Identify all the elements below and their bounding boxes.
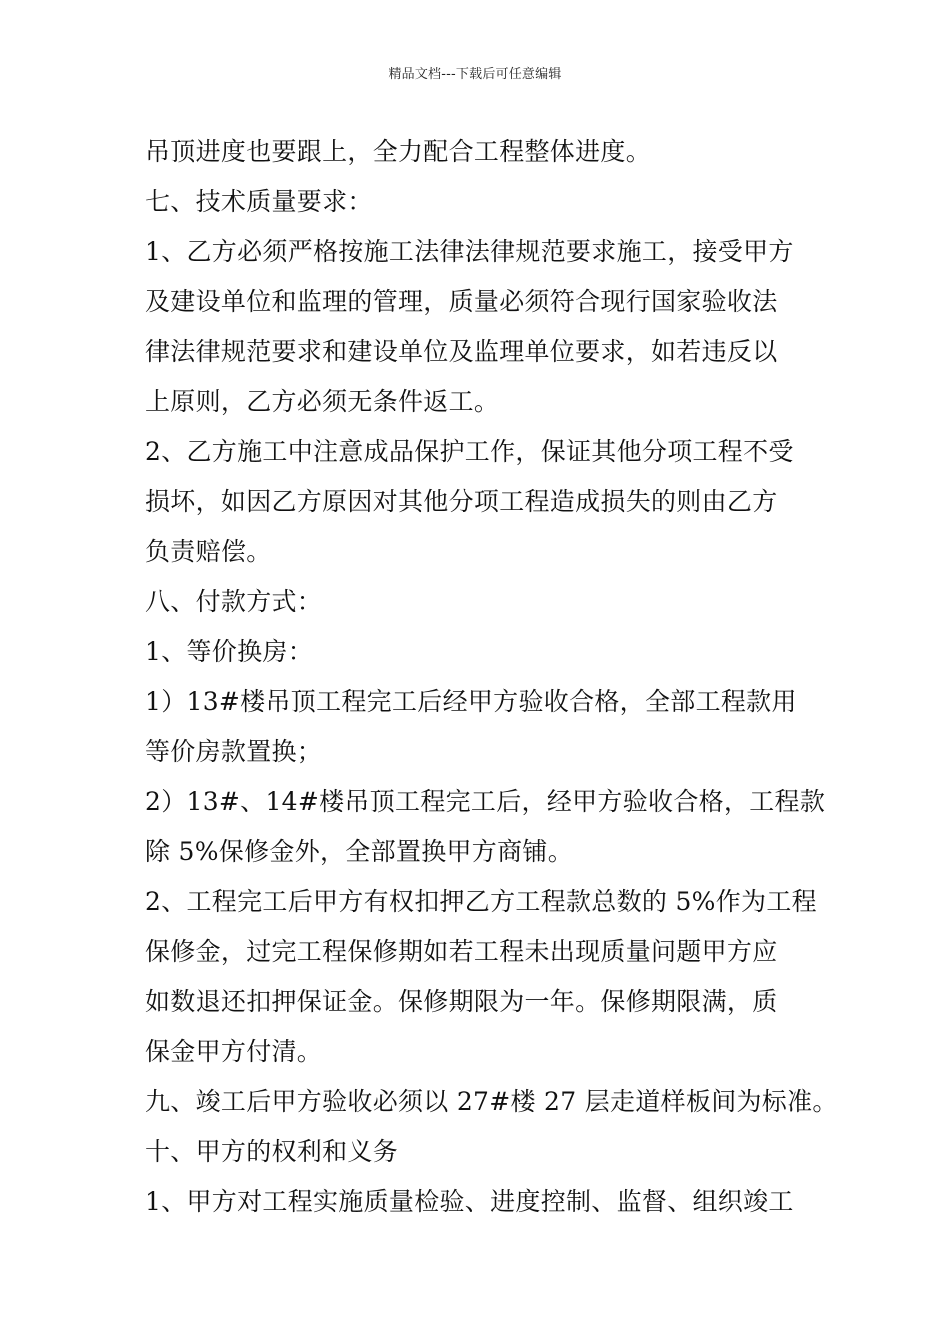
text-line: 1）13#楼吊顶工程完工后经甲方验收合格，全部工程款用 xyxy=(145,687,797,716)
text-line: 除 5%保修金外，全部置换甲方商铺。 xyxy=(145,837,574,866)
text-line: 负责赔偿。 xyxy=(145,537,272,566)
page-header: 精品文档---下载后可任意编辑 xyxy=(388,67,562,82)
text-line: 1、甲方对工程实施质量检验、进度控制、监督、组织竣工 xyxy=(145,1187,794,1216)
text-line: 等价房款置换； xyxy=(145,737,323,766)
text-line: 吊顶进度也要跟上，全力配合工程整体进度。 xyxy=(145,137,652,166)
text-line: 上原则，乙方必须无条件返工。 xyxy=(145,387,500,416)
section-heading-7: 七、技术质量要求： xyxy=(145,187,373,216)
text-line: 保修金，过完工程保修期如若工程未出现质量问题甲方应 xyxy=(145,937,778,966)
text-line: 保金甲方付清。 xyxy=(145,1037,323,1066)
section-heading-9: 九、竣工后甲方验收必须以 27#楼 27 层走道样板间为标准。 xyxy=(145,1087,838,1116)
text-line: 2、乙方施工中注意成品保护工作，保证其他分项工程不受 xyxy=(145,437,794,466)
text-line: 损坏，如因乙方原因对其他分项工程造成损失的则由乙方 xyxy=(145,487,778,516)
text-line: 律法律规范要求和建设单位及监理单位要求，如若违反以 xyxy=(145,337,778,366)
text-line: 2、工程完工后甲方有权扣押乙方工程款总数的 5%作为工程 xyxy=(145,887,817,916)
text-line: 1、乙方必须严格按施工法律法律规范要求施工，接受甲方 xyxy=(145,237,794,266)
text-line: 1、等价换房： xyxy=(145,637,314,666)
text-line: 及建设单位和监理的管理，质量必须符合现行国家验收法 xyxy=(145,287,778,316)
section-heading-10: 十、甲方的权利和义务 xyxy=(145,1137,399,1166)
section-heading-8: 八、付款方式： xyxy=(145,587,323,616)
document-body xyxy=(145,127,838,1227)
text-line: 如数退还扣押保证金。保修期限为一年。保修期限满，质 xyxy=(145,987,778,1016)
text-line: 2）13#、14#楼吊顶工程完工后，经甲方验收合格，工程款 xyxy=(145,787,826,816)
